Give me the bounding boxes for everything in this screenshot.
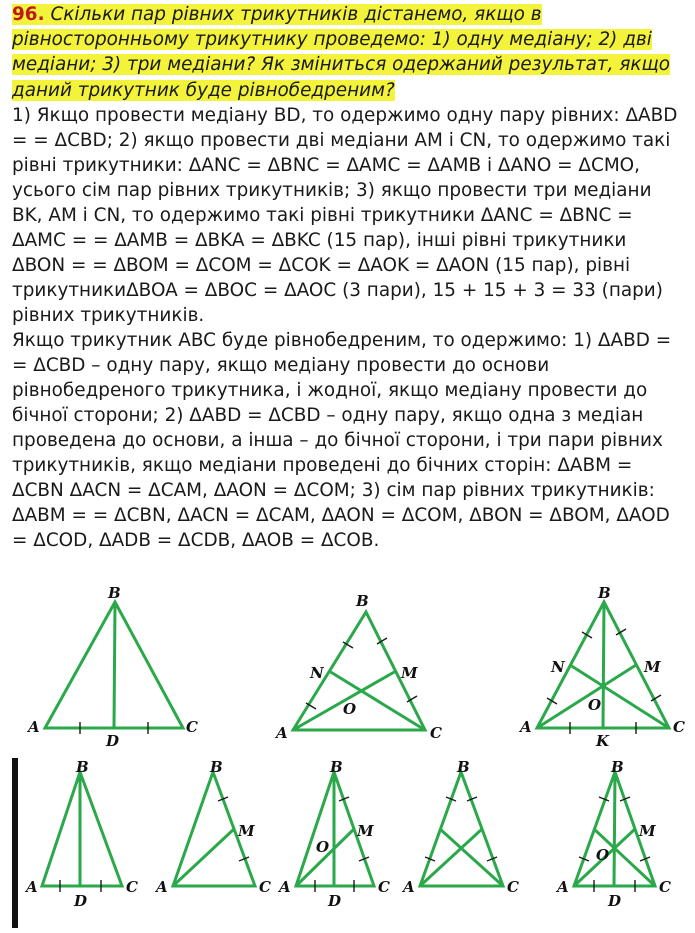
figure-4-isosceles-median-base <box>24 758 138 910</box>
fig3-label-K: K <box>596 732 610 750</box>
fig5-label-A: A <box>156 878 168 896</box>
fig3-label-M: M <box>644 658 661 676</box>
fig3-label-A: A <box>520 718 532 736</box>
fig4-label-A: A <box>26 878 38 896</box>
task-block <box>12 2 682 553</box>
solution <box>12 103 682 553</box>
fig2-label-B: B <box>356 592 369 610</box>
figure-2-two-medians <box>274 592 442 742</box>
fig1-label-C: C <box>186 718 198 736</box>
figures <box>0 580 695 933</box>
fig3-label-C: C <box>673 718 685 736</box>
figure-5-median-lateral <box>154 758 271 896</box>
fig5-label-C: C <box>259 878 271 896</box>
fig5-label-M: M <box>238 822 255 840</box>
fig2-label-A: A <box>276 724 288 742</box>
fig4-label-B: B <box>76 758 89 776</box>
task-number: 96. <box>12 4 45 25</box>
question <box>12 2 682 103</box>
fig6-label-C: C <box>378 878 390 896</box>
fig6-label-A: A <box>279 878 291 896</box>
fig3-label-O: O <box>588 696 602 714</box>
solution-paragraph-2: Якщо трикутник ABC буде рівнобедреним, то одержимо: 1) ΔABD = = ΔCBD – одну пару, якщо медіану провести до основи рівнобедреного трикутника, і жодної, якщо медіану провести до бічної сторони; 2) ΔABD = ΔCBD – одну пару, якщо одна з медіан проведена до основи, а інша – до бічної сторони, і три пари рівних трикутників, якщо медіани проведені до бічних сторін: ΔABM = ΔCBN ΔACN = ΔCAM, ΔAON = ΔCOM; 3) сім пар рівних трикутників: ΔABM = = ΔCBN, ΔACN = ΔCAM, ΔAON = ΔCOM, ΔBON = ΔBOM, ΔAOD = ΔCOD, ΔADB = ΔCDB, ΔAOB = ΔCOB. <box>12 329 672 551</box>
question-text: Скільки пар рівних трикутників дістанемо, якщо в рівносторонньому трикутнику проведемо: 1) одну медіану; 2) дві медіани; 3) три медіани? Як зміниться одержаний результат, якщо даний трикутник буде рівнобедреним? <box>12 4 671 101</box>
fig6-label-O: O <box>316 838 330 856</box>
solution-paragraph-1: 1) Якщо провести медіану BD, то одержимо одну пару рівних: ΔABD = = ΔCBD; 2) якщо провести дві медіани AM і CN, то одержимо такі рівні трикутники: ΔANC = ΔBNC = ΔAMC = ΔAMB і ΔANO = ΔCMO, усього сім пар рівних трикутників; 3) якщо провести три медіани BK, AM і CN, то одержимо такі рівні трикутники ΔANC = ΔBNC = ΔAMC = = ΔAMB = ΔBKA = ΔBKC (15 пар), інші рівні трикутники ΔBON = = ΔBOM = ΔCOM = ΔCOK = ΔAOK = ΔAON (15 пар), рівні трикутникиΔBOA = ΔBOC = ΔAOC (3 пари), 15 + 15 + 3 = 33 (пари) рівних трикутників. <box>12 104 678 326</box>
figure-3-three-medians <box>518 584 685 750</box>
fig1-label-B: B <box>108 584 121 602</box>
fig8-label-M: M <box>639 822 656 840</box>
fig8-label-B: B <box>611 758 624 776</box>
fig7-label-A: A <box>403 878 415 896</box>
figure-6-two-medians-isosceles <box>277 758 390 910</box>
fig1-label-D: D <box>106 732 120 750</box>
fig7-label-C: C <box>507 878 519 896</box>
fig2-label-O: O <box>343 700 357 718</box>
fig6-label-B: B <box>330 758 343 776</box>
fig5-label-B: B <box>210 758 223 776</box>
fig4-label-C: C <box>126 878 138 896</box>
fig1-label-A: A <box>28 718 40 736</box>
figures-svg <box>0 580 695 933</box>
fig2-label-N: N <box>310 664 324 682</box>
fig8-label-D: D <box>608 892 622 910</box>
margin-bar <box>12 758 18 928</box>
fig2-label-M: M <box>401 664 418 682</box>
figure-7-medians-to-laterals <box>401 758 519 896</box>
fig3-label-B: B <box>598 584 611 602</box>
figure-1-one-median <box>26 584 198 750</box>
fig8-label-O: O <box>596 846 610 864</box>
fig8-label-C: C <box>659 878 671 896</box>
fig3-label-N: N <box>551 658 565 676</box>
fig2-label-C: C <box>430 724 442 742</box>
figure-8-three-medians-isosceles <box>555 758 671 910</box>
fig8-label-A: A <box>557 878 569 896</box>
fig6-label-M: M <box>357 822 374 840</box>
fig6-label-D: D <box>328 892 342 910</box>
fig7-label-B: B <box>457 758 470 776</box>
fig4-label-D: D <box>74 892 88 910</box>
